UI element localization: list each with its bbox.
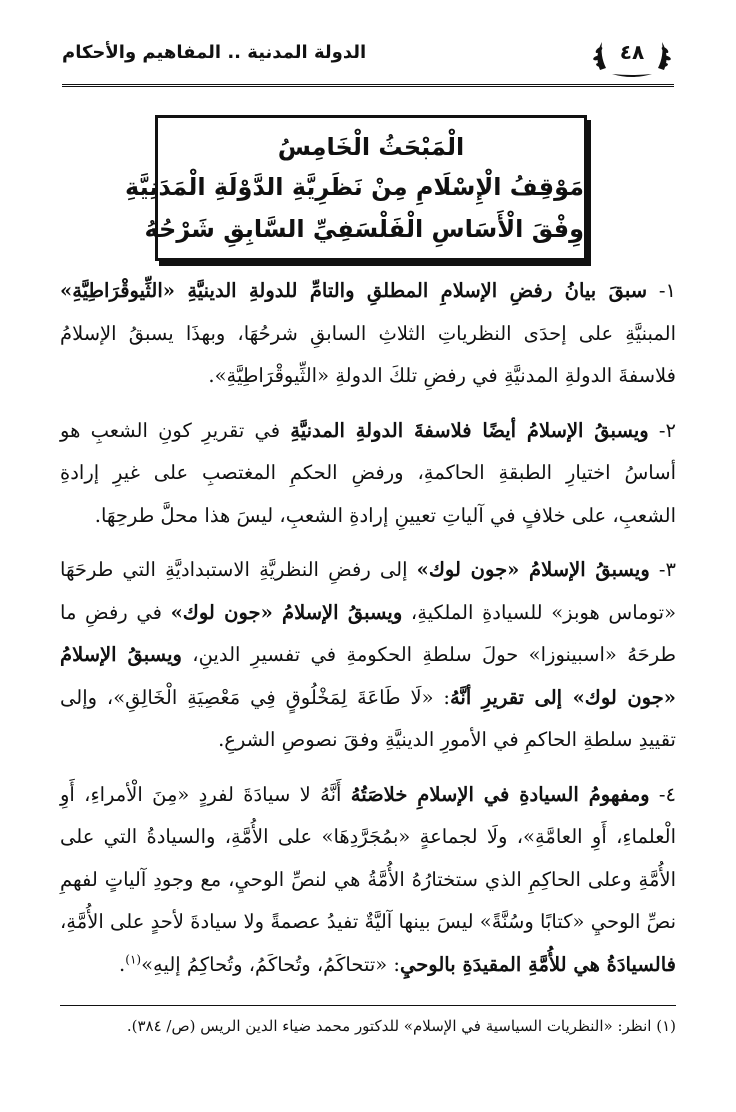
footnote: (١) انظر: «النظريات السياسية في الإسلام» للدكتور محمد ضياء الدين الريس (ص/ ٣٨٤). [126,1017,676,1035]
footnote-reference[interactable]: (١) [125,952,142,966]
chapter-title-line-2: وِفْقَ الْأَسَاسِ الْفَلْسَفِيِّ السَّابِقِ شَرْحُهُ [144,215,584,243]
paragraph-number: ٣- [649,558,676,581]
paragraph-4 [60,774,676,987]
paragraph-end: . [119,952,126,976]
paragraph-1 [60,270,676,398]
page-number-ornament [590,34,674,78]
paragraph-number: ٤- [649,782,676,806]
paragraph-text-3: : «لَا طَاعَةَ لِمَخْلُوقٍ فِي مَعْصِيَةِ الْخَالِقِ»، وإلى تقييدِ سلطةِ الحاكمِ في الأمورِ الدينيَّةِ وفقَ نصوصِ الشرعِ. [60,685,676,751]
chapter-title-line-1: مَوْقِفُ الْإِسْلَامِ مِنْ نَظَرِيَّةِ الدَّوْلَةِ الْمَدَنِيَّةِ [125,173,584,201]
paragraph-lead-2: فالسيادَةُ هي للأُمَّةِ المقيدَةِ بالوحيِ [399,952,676,976]
paragraph-number: ١- [647,279,676,302]
paragraph-text: المبنيَّةِ على إحدَى النظرياتِ الثلاثِ السابقِ شرحُهَا، وبهذَا يسبقُ الإسلامُ فلاسفةَ الدولةِ المدنيَّةِ في رفضِ تلكَ الدولةِ «الثِّيوقْرَاطِيَّةِ». [60,321,676,387]
body-text [60,270,676,986]
chapter-title-box [125,115,587,261]
paragraph-3 [60,549,676,762]
paragraph-number: ٢- [648,418,676,442]
running-header [62,34,674,84]
paragraph-2 [60,410,676,538]
paragraph-lead: ومفهومُ السيادةِ في الإسلامِ خلاصَتُهُ [350,782,650,806]
header-divider [62,84,674,87]
paragraph-text: أَنَّهُ لا سيادَةَ لفردٍ «مِنَ الْأمراءِ، أَوِ الْعلماءِ، أَوِ العامَّةِ»، ولَا لجماعةٍ «بمُجَرَّدِهَا» على الأُمَّةِ، والسيادةُ التي على الأُمَّةِ وعلى الحاكِمِ الذي ستختارُهُ الأُمَّةُ هي لنصِّ الوحيِ، مع وجودِ آلياتٍ لفهمِ نصِّ الوحيِ «كتابًا وسُنَّةً» ليسَ بينها آليَّةٌ تفيدُ عصمةً ولا سيادةَ لأحدٍ على الأُمَّةِ، [60,782,676,933]
paragraph-lead-2: ويسبقُ الإسلامُ «جون لوك» [170,600,403,624]
paragraph-text-2: : «تتحاكَمُ، وتُحاكَمُ، وتُحاكِمُ إليهِ» [141,952,400,976]
paragraph-text: إلى رفضِ النظريَّةِ الاستبداديَّةِ التي طرحَهَا «توماس هوبز» للسيادةِ الملكيةِ، [60,558,677,624]
paragraph-lead: ويسبقُ الإسلامُ أيضًا فلاسفةَ الدولةِ المدنيَّةِ [290,418,649,442]
paragraph-lead-3: ويسبقُ الإسلامُ «جون لوك» إلى تقريرِ أنَّهُ [60,643,676,709]
page-number: ٤٨ [619,40,645,64]
footnote-divider [60,1005,676,1006]
chapter-heading: الْمَبْحَثُ الْخَامِسُ [277,133,465,161]
paragraph-lead: ويسبقُ الإسلامُ «جون لوك» [416,558,650,581]
paragraph-lead: سبقَ بيانُ رفضِ الإسلامِ المطلقِ والتامِّ للدولةِ الدينيَّةِ «الثِّيوقْرَاطِيَّةِ» [60,279,648,302]
paragraph-text: في تقريرِ كونِ الشعبِ هو أساسُ اختيارِ الطبقةِ الحاكمةِ، ورفضِ الحكمِ المغتصبِ على غيرِ إرادةِ الشعبِ، على خلافٍ في آلياتِ تعيينِ إرادةِ الشعبِ، ليسَ هذا محلَّ طرحِهَا. [60,418,676,527]
running-header-title: الدولة المدنية .. المفاهيم والأحكام [62,42,367,63]
paragraph-text-2: في رفضِ ما طرحَهُ «اسبينوزا» حولَ سلطةِ الحكومةِ في تفسيرِ الدينِ، [60,600,676,666]
